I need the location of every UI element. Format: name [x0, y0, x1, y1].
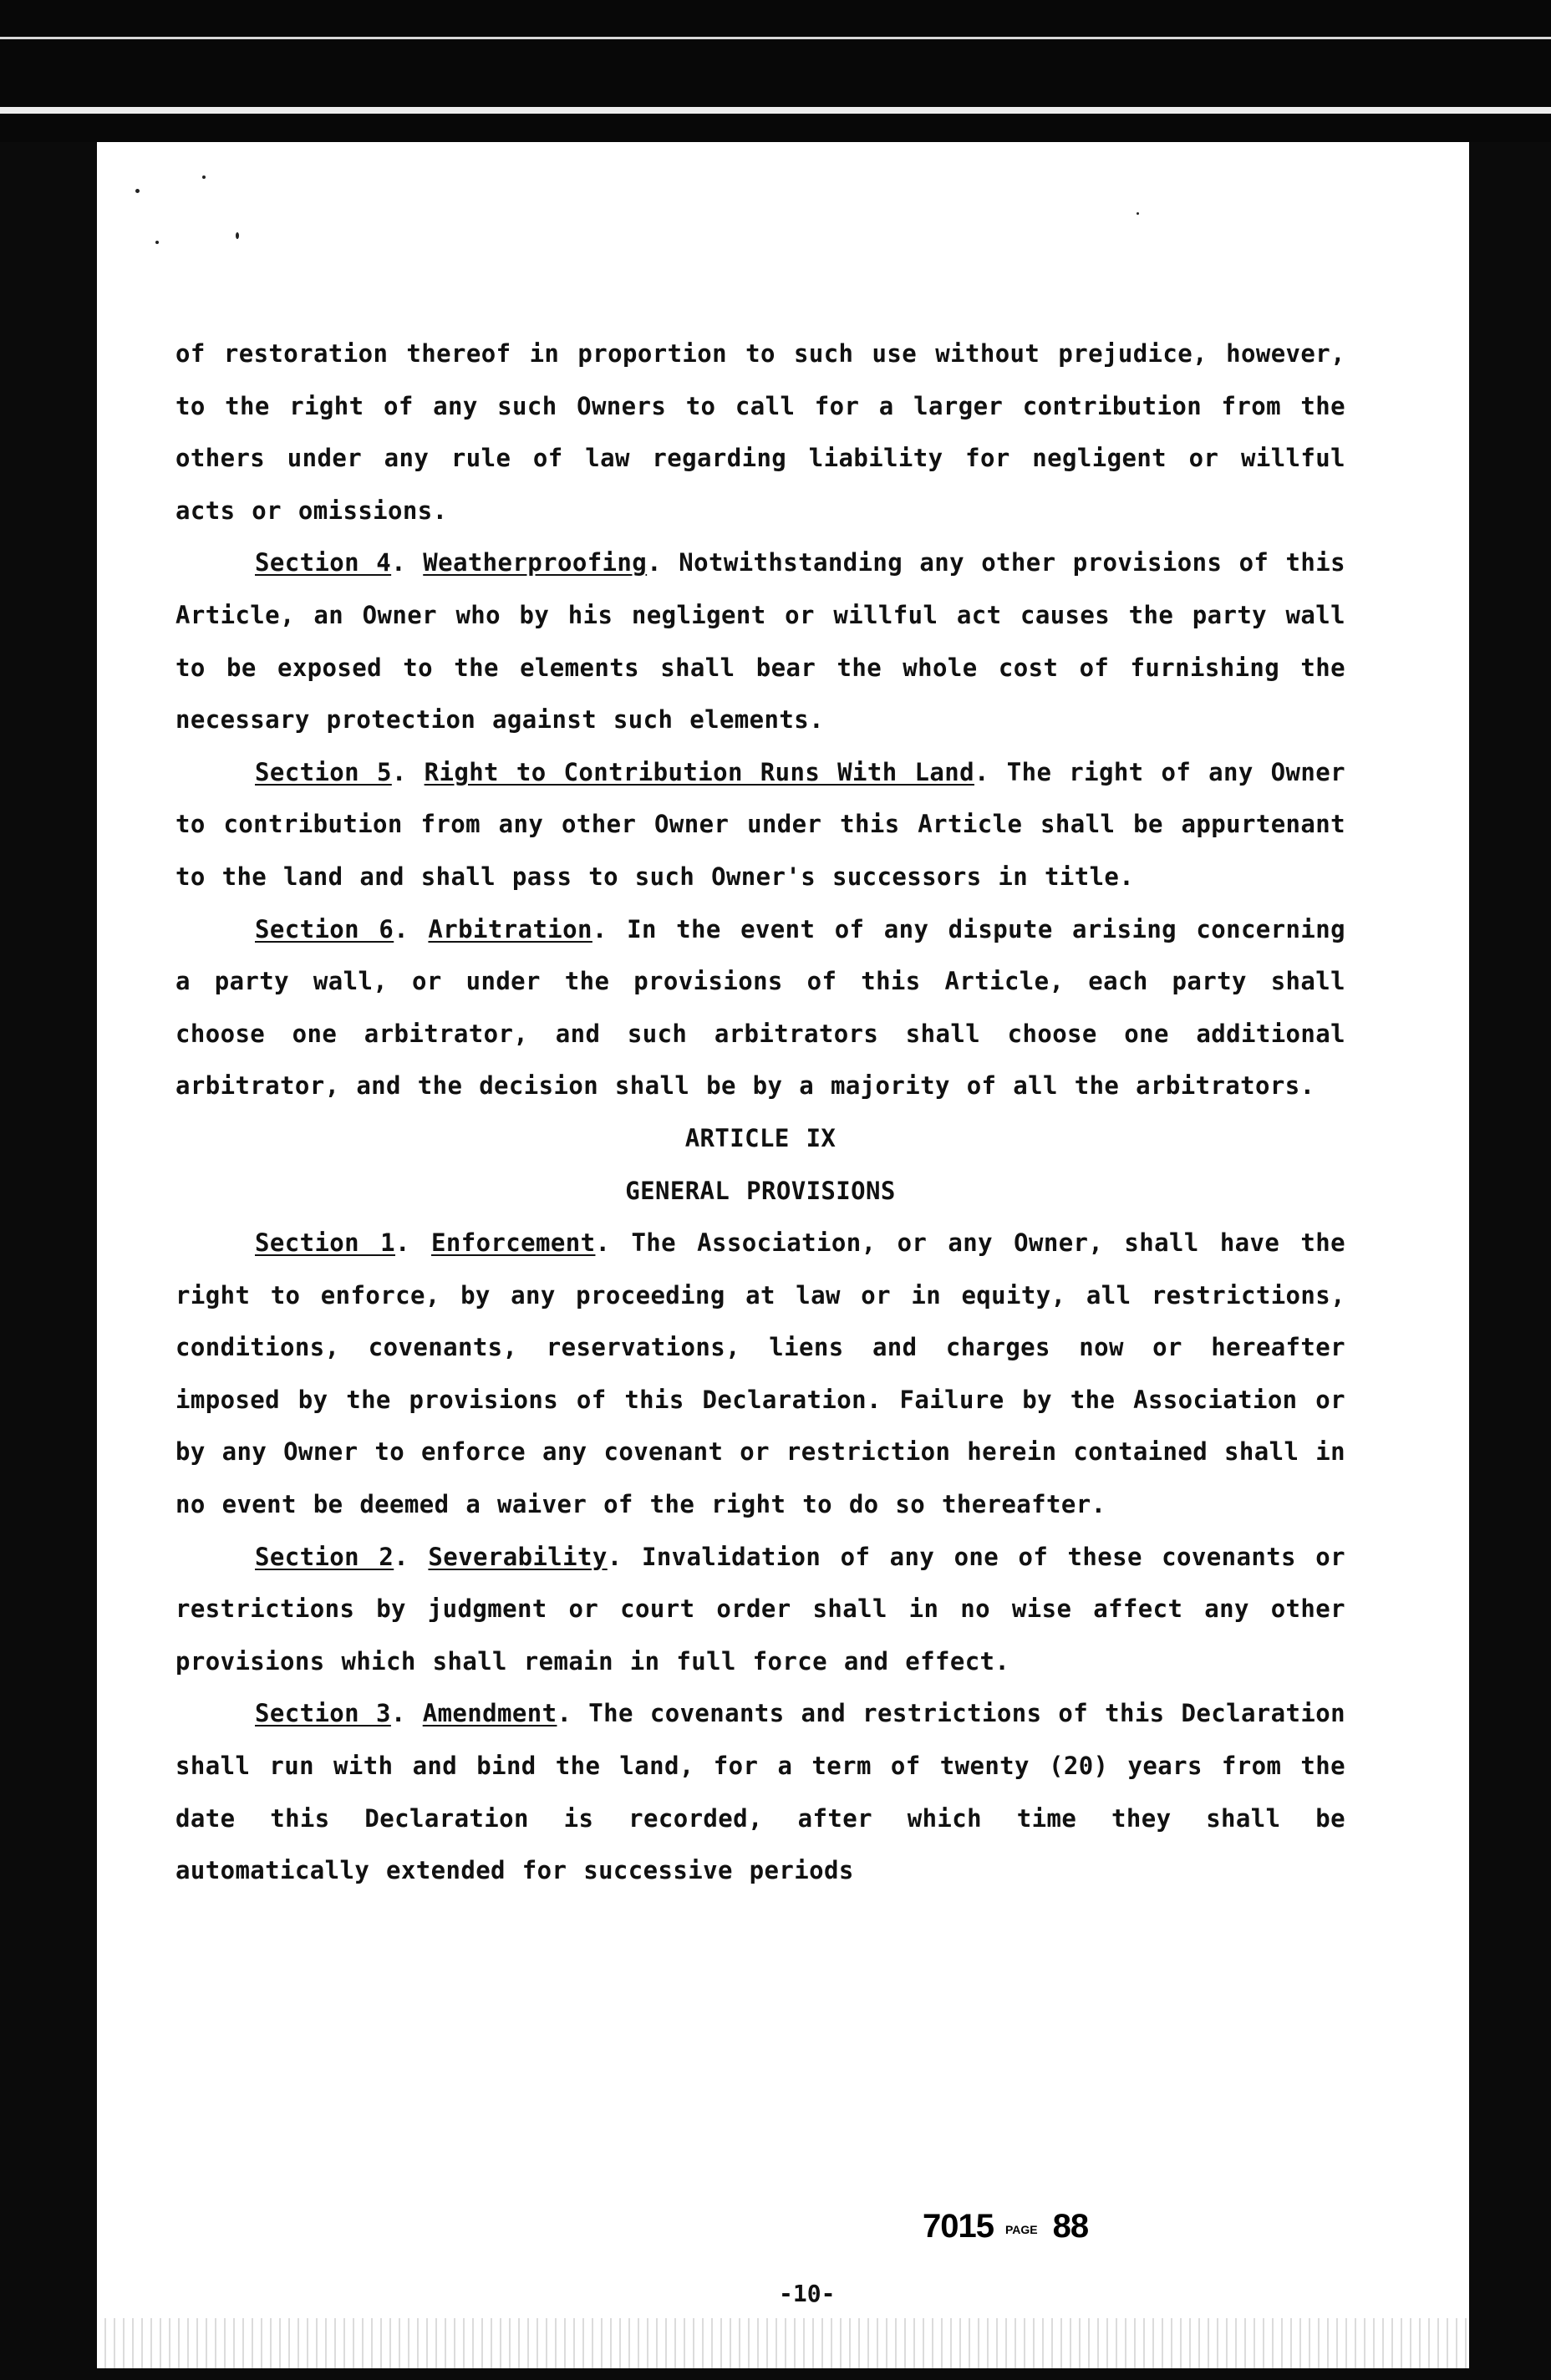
article-section-3-paragraph: Section 3. Amendment. The covenants and restrictions of this Declaration shall run with and bind the land, for a term of twenty (20) years from the date this Declaration is recorded, after which time they shall be automatically extended for successive periods [175, 1699, 1345, 1885]
section-6-paragraph: Section 6. Arbitration. In the event of any dispute arising concerning a party wall, or under the provisions of this Article, each party shall choose one arbitrator, and such arbitrators shall choose one additional arbitrator, and the decision shall be by a majority of all the arbitrators. [175, 914, 1345, 1101]
document-body [175, 328, 1345, 1897]
article-heading: ARTICLE IX [684, 1123, 837, 1152]
recording-page-word: PAGE [1004, 2223, 1038, 2236]
recording-stamp [923, 2208, 1088, 2245]
document-page [97, 142, 1469, 2368]
scan-speck [155, 241, 159, 244]
scanner-edge-line [0, 107, 1551, 114]
scan-speck [202, 175, 206, 179]
section-label: Section 1 [255, 1228, 395, 1258]
section-4-paragraph: Section 4. Weatherproofing. Notwithstanding any other provisions of this Article, an Owner who by his negligent or willful act causes the party wall to be exposed to the elements shall bear the whole cost of furnishing the necessary protection against such elements. [175, 548, 1345, 735]
recording-book-number: 7015 [923, 2208, 994, 2245]
section-title: Arbitration [428, 914, 592, 943]
article-subheading: GENERAL PROVISIONS [625, 1176, 896, 1205]
section-label: Section 2 [255, 1542, 394, 1571]
section-label: Section 3 [255, 1699, 391, 1728]
scan-speck [1137, 212, 1139, 215]
section-body: The covenants and restrictions of this Declaration shall run with and bind the land, for a term of twenty (20) years from the date this Declaration is recorded, after which time they shall be automatically extended for successive periods [175, 1699, 1345, 1885]
section-title: Weatherproofing [423, 548, 648, 577]
section-body: Notwithstanding any other provisions of this Article, an Owner who by his negligent or willful act causes the party wall to be exposed to the elements shall bear the whole cost of furnishing the necessary protection against such elements. [175, 548, 1345, 735]
section-body: The Association, or any Owner, shall have the right to enforce, by any proceeding at law or in equity, all restrictions, conditions, covenants, reservations, liens and charges now or hereafter imposed by the provisions of this Declaration. Failure by the Association or by any Owner to enforce any covenant or restriction herein contained shall in no event be deemed a waiver of the right to do so thereafter. [175, 1228, 1345, 1519]
recording-page-number: 88 [1052, 2208, 1089, 2245]
section-label: Section 4 [255, 548, 392, 577]
scan-speck [236, 232, 239, 239]
section-title: Right to Contribution Runs With Land [424, 757, 974, 786]
section-label: Section 5 [255, 757, 392, 786]
section-body: Invalidation of any one of these covenants or restrictions by judgment or court order shall in no wise affect any other provisions which shall remain in full force and effect. [175, 1542, 1345, 1676]
section-label: Section 6 [255, 914, 394, 943]
article-section-2-paragraph: Section 2. Severability. Invalidation of any one of these covenants or restrictions by judgment or court order shall in no wise affect any other provisions which shall remain in full force and effect. [175, 1542, 1345, 1676]
continuation-paragraph [175, 328, 1345, 537]
scan-noise-band [97, 2318, 1469, 2368]
section-title: Amendment [422, 1699, 557, 1728]
page-number: -10- [779, 2280, 836, 2307]
section-5-paragraph: Section 5. Right to Contribution Runs With Land. The right of any Owner to contribution from any other Owner under this Article shall be appurtenant to the land and shall pass to such Owner's successors in title. [175, 757, 1345, 891]
section-body: The right of any Owner to contribution from any other Owner under this Article shall be appurtenant to the land and shall pass to such Owner's successors in title. [175, 757, 1345, 891]
section-body: In the event of any dispute arising concerning a party wall, or under the provisions of this Article, each party shall choose one arbitrator, and such arbitrators shall choose one additional arbitrator, and the decision shall be by a majority of all the arbitrators. [175, 914, 1345, 1101]
scan-speck [135, 189, 140, 193]
scanner-edge-line [0, 37, 1551, 39]
section-title: Severability [428, 1542, 608, 1571]
article-section-1-paragraph: Section 1. Enforcement. The Association, or any Owner, shall have the right to enforce, by any proceeding at law or in equity, all restrictions, conditions, covenants, reservations, liens and charges now or hereafter imposed by the provisions of this Declaration. Failure by the Association or by any Owner to enforce any covenant or restriction herein contained shall in no event be deemed a waiver of the right to do so thereafter. [175, 1228, 1345, 1519]
paragraph-text: of restoration thereof in proportion to such use without prejudice, however, to the right of any such Owners to call for a larger contribution from the others under any rule of law regarding liability for negligent or willful acts or omissions. [175, 339, 1345, 525]
section-title: Enforcement [430, 1228, 596, 1258]
scanner-header-strip [0, 0, 1551, 142]
